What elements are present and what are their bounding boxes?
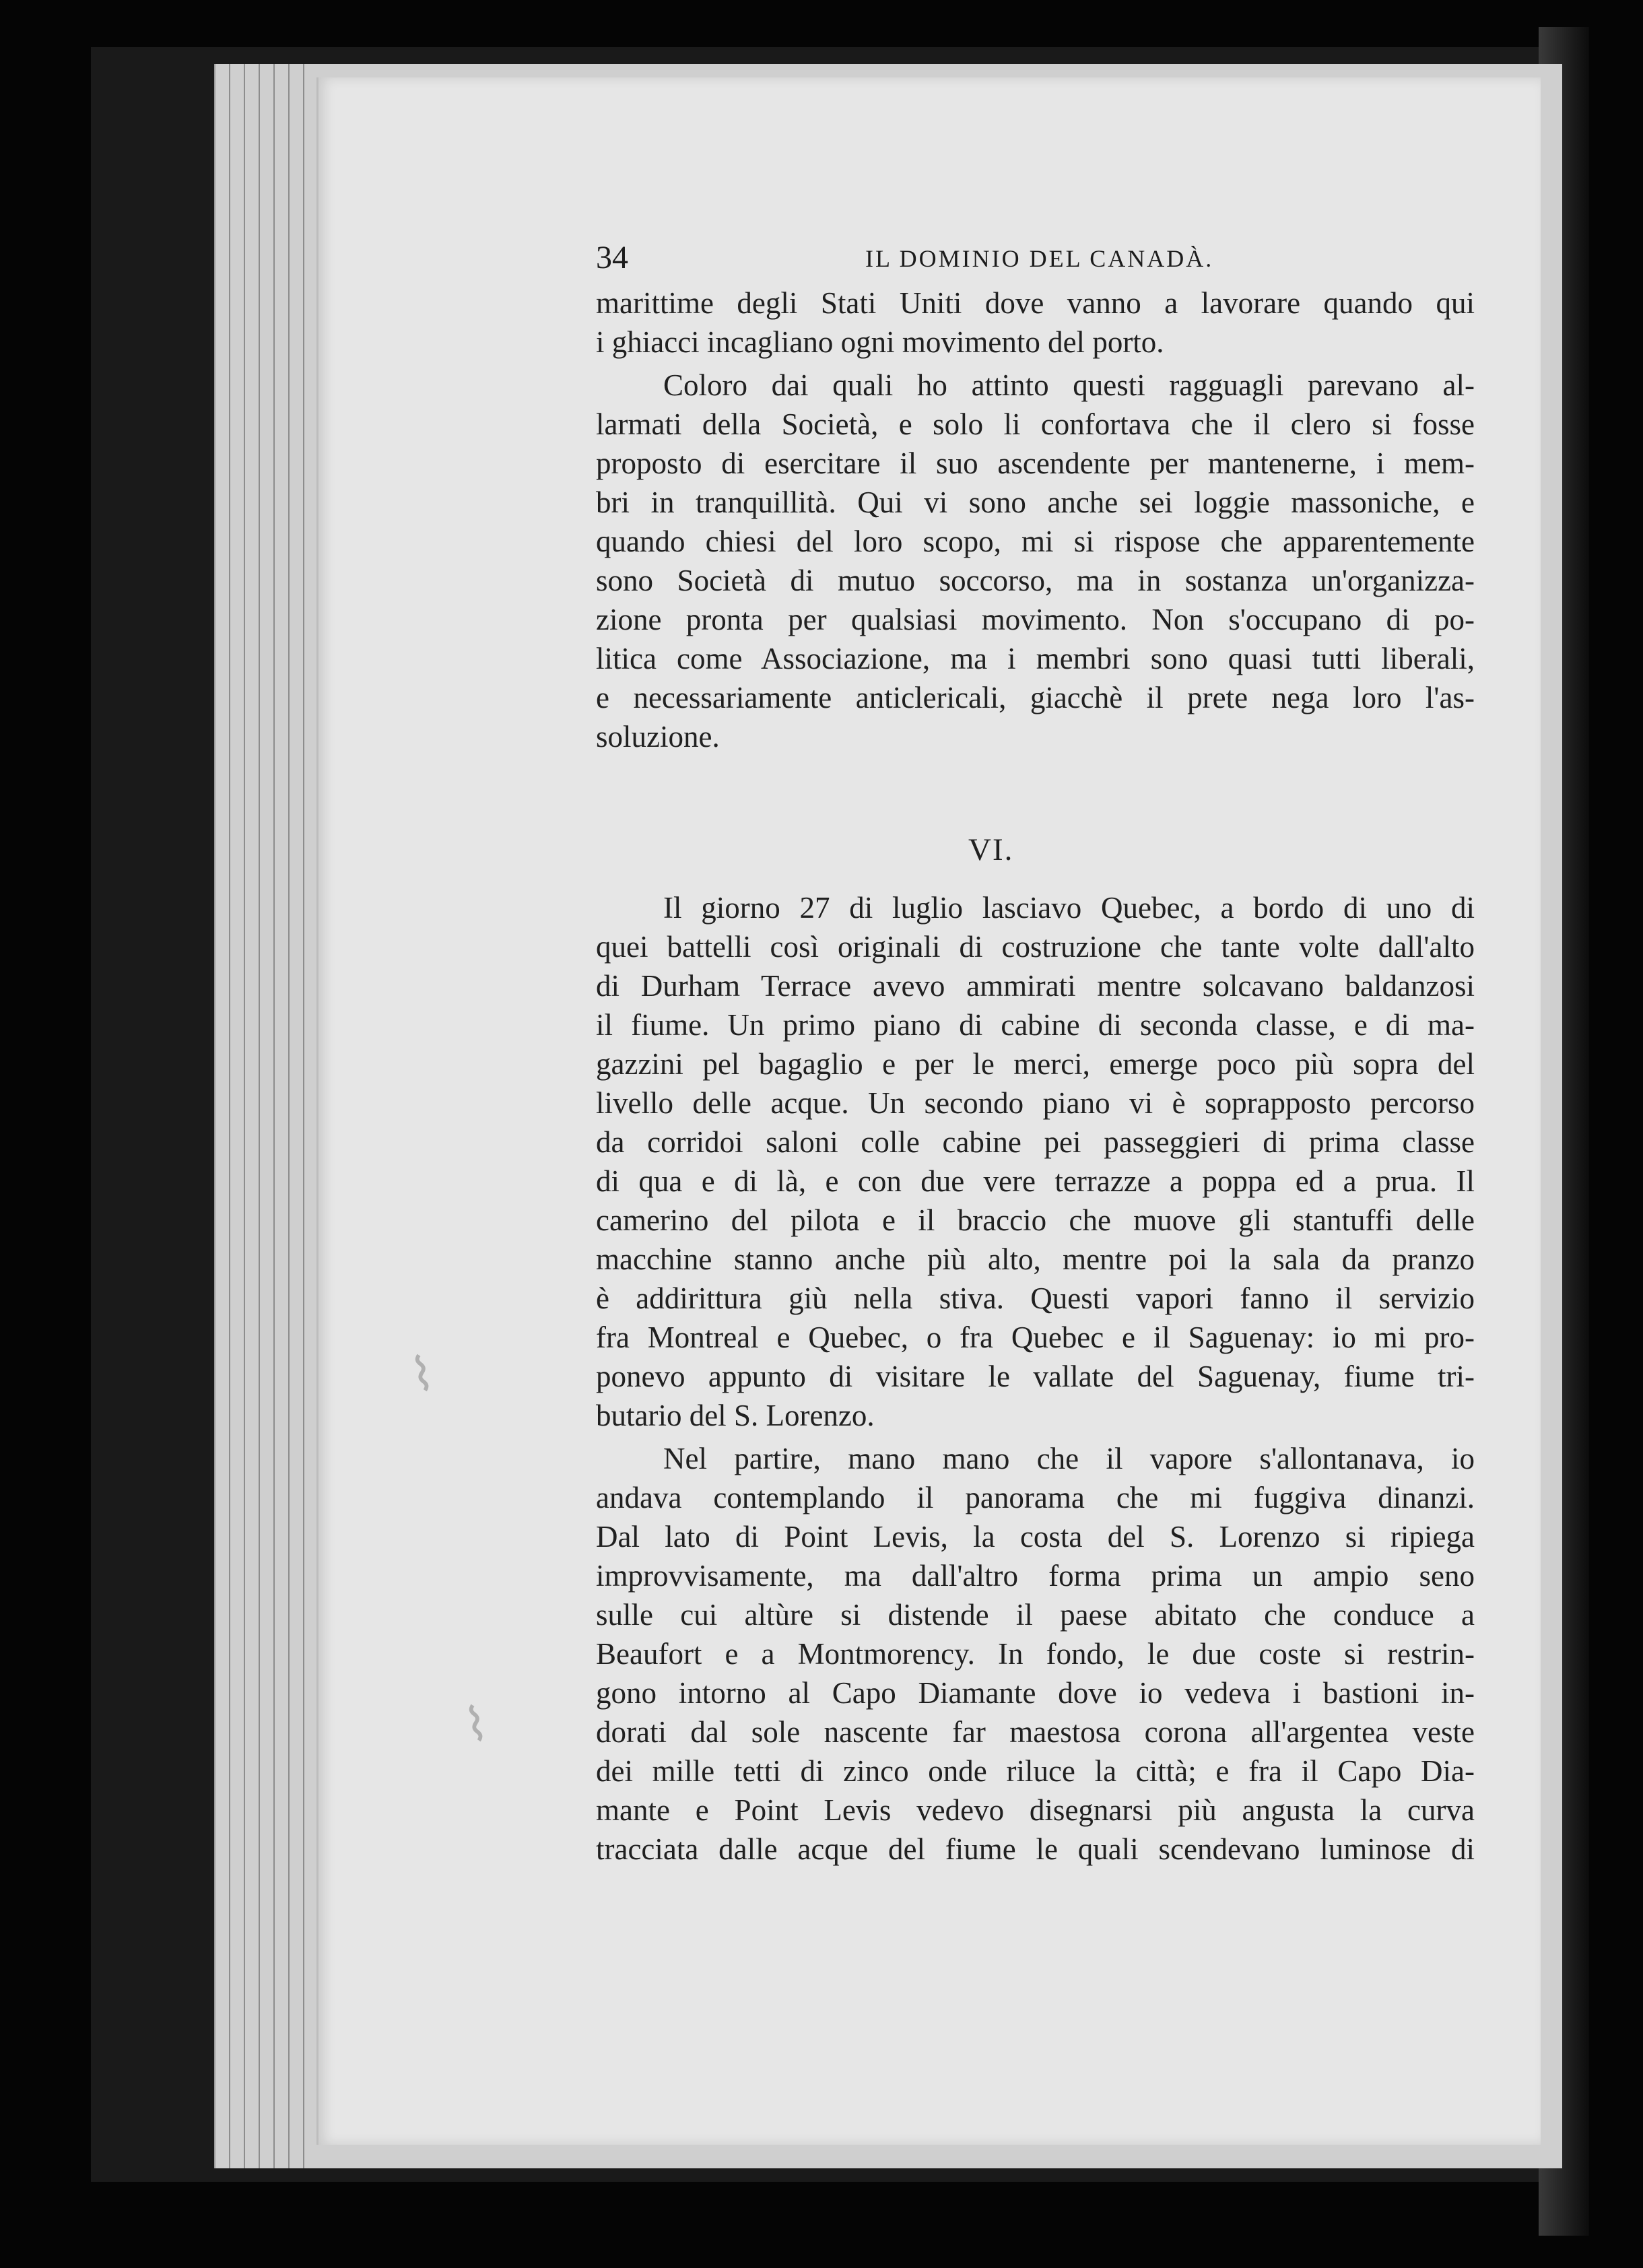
text-line: Il giorno 27 di luglio lasciavo Quebec, a bordo di uno di xyxy=(663,891,1475,925)
text-line: di qua e di là, e con due vere terrazze a poppa ed a prua. Il xyxy=(596,1164,1475,1198)
text-line: andava contemplando il panorama che mi fuggiva dinanzi. xyxy=(596,1481,1475,1514)
page-edge xyxy=(244,64,245,2168)
text-line: sono Società di mutuo soccorso, ma in sostanza un'organizza- xyxy=(596,564,1475,597)
text-line: marittime degli Stati Uniti dove vanno a lavorare quando qui xyxy=(596,286,1475,320)
stray-pencil-mark: ⌇ xyxy=(460,1695,493,1754)
text-line: mante e Point Levis vedevo disegnarsi più angusta la curva xyxy=(596,1793,1475,1827)
text-line: tracciata dalle acque del fiume le quali scendevano luminose di xyxy=(596,1832,1475,1866)
text-line: i ghiacci incagliano ogni movimento del porto. xyxy=(596,325,1164,359)
text-line: quando chiesi del loro scopo, mi si rispose che apparentemente xyxy=(596,525,1475,558)
text-line: gazzini pel bagaglio e per le merci, emerge poco più sopra del xyxy=(596,1047,1475,1081)
text-line: macchine stanno anche più alto, mentre poi la sala da pranzo xyxy=(596,1242,1475,1276)
text-line: fra Montreal e Quebec, o fra Quebec e il Saguenay: io mi pro- xyxy=(596,1321,1475,1354)
page-edge xyxy=(229,64,230,2168)
text-line: dei mille tetti di zinco onde riluce la città; e fra il Capo Dia- xyxy=(596,1754,1475,1788)
text-line: improvvisamente, ma dall'altro forma prima un ampio seno xyxy=(596,1559,1475,1593)
page-edge xyxy=(303,64,304,2168)
section-heading: VI. xyxy=(968,832,1014,867)
page-edge xyxy=(288,64,290,2168)
text-line: camerino del pilota e il braccio che muove gli stantuffi delle xyxy=(596,1203,1475,1237)
text-line: butario del S. Lorenzo. xyxy=(596,1399,875,1432)
text-line: sulle cui altùre si distende il paese abitato che conduce a xyxy=(596,1598,1475,1632)
text-line: proposto di esercitare il suo ascendente per mantenerne, i mem- xyxy=(596,446,1475,480)
page-header xyxy=(596,239,1471,279)
text-line: da corridoi saloni colle cabine pei passeggieri di prima classe xyxy=(596,1125,1475,1159)
text-line: larmati della Società, e solo li confortava che il clero si fosse xyxy=(596,407,1475,441)
text-line: il fiume. Un primo piano di cabine di seconda classe, e di ma- xyxy=(596,1008,1475,1042)
text-line: gono intorno al Capo Diamante dove io vedeva i bastioni in- xyxy=(596,1676,1475,1710)
text-line: livello delle acque. Un secondo piano vi è soprapposto percorso xyxy=(596,1086,1475,1120)
page-edge xyxy=(259,64,260,2168)
text-line: bri in tranquillità. Qui vi sono anche sei loggie massoniche, e xyxy=(596,486,1475,519)
text-line: dorati dal sole nascente far maestosa corona all'argentea veste xyxy=(596,1715,1475,1749)
page-edge xyxy=(273,64,275,2168)
text-line: Nel partire, mano mano che il vapore s'allontanava, io xyxy=(663,1442,1475,1475)
text-line: Coloro dai quali ho attinto questi ragguagli parevano al- xyxy=(663,368,1475,402)
text-line: ponevo appunto di visitare le vallate del Saguenay, fiume tri- xyxy=(596,1360,1475,1393)
text-line: di Durham Terrace avevo ammirati mentre solcavano baldanzosi xyxy=(596,969,1475,1003)
text-line: Beaufort e a Montmorency. In fondo, le due coste si restrin- xyxy=(596,1637,1475,1671)
text-line: litica come Associazione, ma i membri sono quasi tutti liberali, xyxy=(596,642,1475,675)
text-line: zione pronta per qualsiasi movimento. Non s'occupano di po- xyxy=(596,603,1475,636)
text-line: Dal lato di Point Levis, la costa del S. Lorenzo si ripiega xyxy=(596,1520,1475,1554)
running-head: IL DOMINIO DEL CANADÀ. xyxy=(865,245,1214,272)
text-line: e necessariamente anticlericali, giacchè il prete nega loro l'as- xyxy=(596,681,1475,714)
text-line: soluzione. xyxy=(596,720,720,754)
text-line: è addirittura giù nella stiva. Questi vapori fanno il servizio xyxy=(596,1281,1475,1315)
page-number: 34 xyxy=(596,240,628,275)
text-line: quei battelli così originali di costruzione che tante volte dall'alto xyxy=(596,930,1475,964)
stray-pencil-mark: ⌇ xyxy=(406,1345,439,1404)
